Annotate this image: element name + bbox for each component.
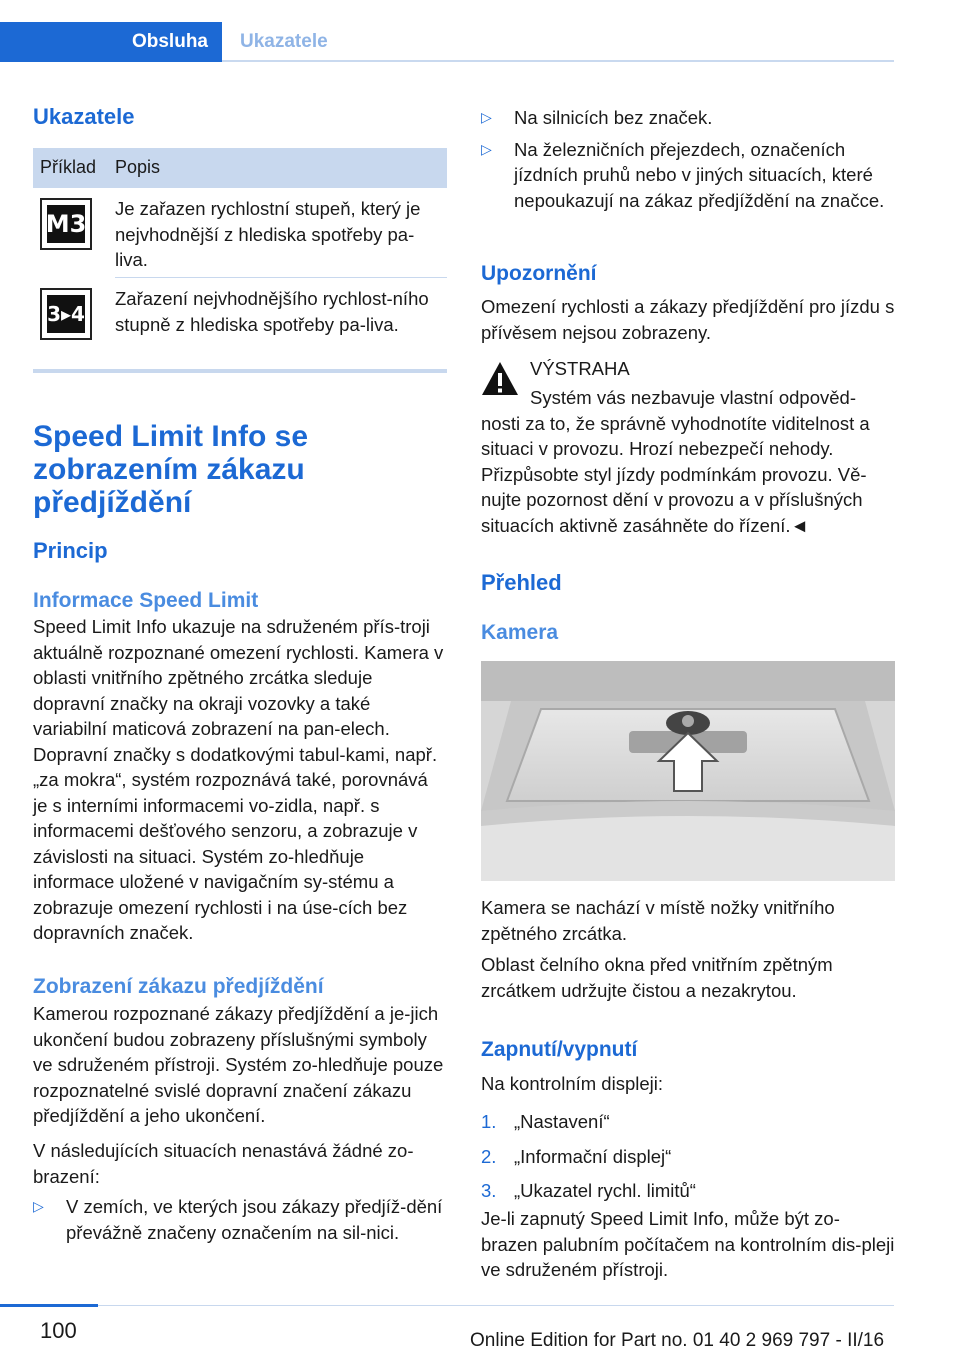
gear-m3-icon bbox=[40, 198, 92, 250]
warning-paragraph: Systém vás nezbavuje vlastní odpověd-nosti za to, že správně vyhodnotíte viditelnost a situaci v provozu. Hrozí nebezpečí nehody. Přizpůsobte styl jízdy podmínkám provozu. Vě-nujte pozornost dění v provozu a v příslušných situacích aktivně zasáhněte do řízení.◄ bbox=[481, 387, 870, 536]
camera-location-illustration bbox=[481, 661, 895, 881]
heading-upozorneni: Upozornění bbox=[481, 262, 597, 285]
step-text: „Informační displej“ bbox=[514, 1145, 672, 1167]
triangle-bullet-icon: ▷ bbox=[33, 1198, 44, 1214]
warning-label: VÝSTRAHA bbox=[530, 358, 630, 379]
gear-m3-label: M3 bbox=[47, 205, 85, 243]
ban-paragraph: Kamerou rozpoznané zákazy předjíždění a je-jich ukončení budou zobrazeny příslušnými symboly ve sdruženém přístroji. Systém zo-hledňuje pouze rozpoznatelné svislé dopravní značení zákazu předjíždění a jeho ukončení. bbox=[33, 1003, 444, 1126]
info-paragraph: Speed Limit Info ukazuje na sdruženém přís-troji aktuálně rozpoznané omezení rychlosti. Kamera v oblasti vnitřního zpětného zrcátka sleduje dopravní značky na okraji vozovky a také variabilní maticová zobrazení na pan-elech. Dopravní značky s dodatkovými tabul-kami, např. „za mokra“, systém rozpoznává také, porovnává je s interními informacemi vo-zidla, např. s informacemi dešťového senzoru, a zobrazuje v závislosti na situaci. Systém zo-hledňuje informace uložené v navigačním sy-stému a zobrazuje omezení rychlosti i na úse-cích bez dopravních značek. bbox=[33, 616, 444, 943]
onoff-steps bbox=[481, 1109, 895, 1204]
table-bottom-rule bbox=[33, 369, 447, 373]
situations-list-left bbox=[33, 1194, 447, 1245]
camera-paragraph-1: Kamera se nachází v místě nožky vnitřního zpětného zrcátka. bbox=[481, 897, 835, 944]
situations-list-right bbox=[481, 105, 895, 213]
col-example-header: Příklad bbox=[40, 157, 97, 177]
heading-informace: Informace Speed Limit bbox=[33, 589, 259, 612]
gear-shift-3-to-4-icon bbox=[40, 288, 92, 340]
list-item bbox=[33, 1194, 447, 1245]
gear-shift-label: 3▸4 bbox=[47, 295, 85, 333]
footer-rule bbox=[98, 1305, 894, 1306]
heading-prehled: Přehled bbox=[481, 570, 562, 595]
list-item bbox=[481, 1109, 895, 1135]
heading-kamera: Kamera bbox=[481, 621, 559, 644]
col-desc-header: Popis bbox=[115, 157, 161, 177]
bullet-text: Na silnicích bez značek. bbox=[514, 107, 713, 128]
header-rule bbox=[222, 60, 894, 62]
list-item bbox=[481, 1178, 895, 1204]
heading-zobrazeni-zakazu: Zobrazení zákazu předjíždění bbox=[33, 975, 324, 998]
step-number: 3. bbox=[481, 1180, 497, 1201]
row-divider bbox=[115, 277, 447, 278]
table-row-2-text: Zařazení nejvhodnějšího rychlost-ního stupně z hlediska spotřeby pa-liva. bbox=[115, 288, 429, 335]
edition-text: Online Edition for Part no. 01 40 2 969 797 - II/16 bbox=[470, 1330, 885, 1351]
note-paragraph: Omezení rychlosti a zákazy předjíždění pro jízdu s přívěsem nejsou zobrazeny. bbox=[481, 296, 895, 343]
step-number: 2. bbox=[481, 1145, 497, 1167]
bullet-text: Na železničních přejezdech, označeních jízdních pruhů nebo v jiných situacích, které nepoukazují na zákaz předjíždění na značce. bbox=[514, 138, 885, 211]
step-text: „Ukazatel rychl. limitů“ bbox=[514, 1180, 696, 1201]
step-number: 1. bbox=[481, 1111, 497, 1132]
step-text: „Nastavení“ bbox=[514, 1111, 610, 1132]
camera-paragraph-2: Oblast čelního okna před vnitřním zpětným zrcátkem udržujte čistou a nezakrytou. bbox=[481, 954, 833, 1001]
triangle-bullet-icon: ▷ bbox=[481, 109, 492, 125]
situations-intro: V následujících situacích nenastává žádné zo-brazení: bbox=[33, 1140, 414, 1187]
triangle-bullet-icon: ▷ bbox=[481, 140, 492, 157]
section-title: Ukazatele bbox=[33, 104, 135, 129]
list-item bbox=[481, 1144, 895, 1170]
table-row-1-text: Je zařazen rychlostní stupeň, který je nejvhodnější z hlediska spotřeby pa-liva. bbox=[115, 198, 421, 270]
list-item bbox=[481, 105, 895, 131]
footer-accent-rule bbox=[0, 1304, 98, 1307]
list-item bbox=[481, 137, 895, 214]
onoff-paragraph: Je-li zapnutý Speed Limit Info, může být zo-brazen palubním počítačem na kontrolním dis-pleji ve sdruženém přístroji. bbox=[481, 1208, 895, 1280]
heading-zapnuti: Zapnutí/vypnutí bbox=[481, 1038, 638, 1061]
onoff-intro: Na kontrolním displeji: bbox=[481, 1073, 663, 1094]
heading-princip: Princip bbox=[33, 538, 108, 563]
tab-obsluha[interactable]: Obsluha bbox=[0, 22, 222, 62]
main-title: Speed Limit Info se zobrazením zákazu předjíždění bbox=[33, 420, 309, 519]
page-number: 100 bbox=[40, 1318, 77, 1343]
bullet-text: V zemích, ve kterých jsou zákazy předjíž-dění převážně značeny označením na sil-nici. bbox=[66, 1196, 443, 1243]
table-header bbox=[33, 148, 447, 188]
tab-ukazatele[interactable]: Ukazatele bbox=[240, 31, 328, 52]
